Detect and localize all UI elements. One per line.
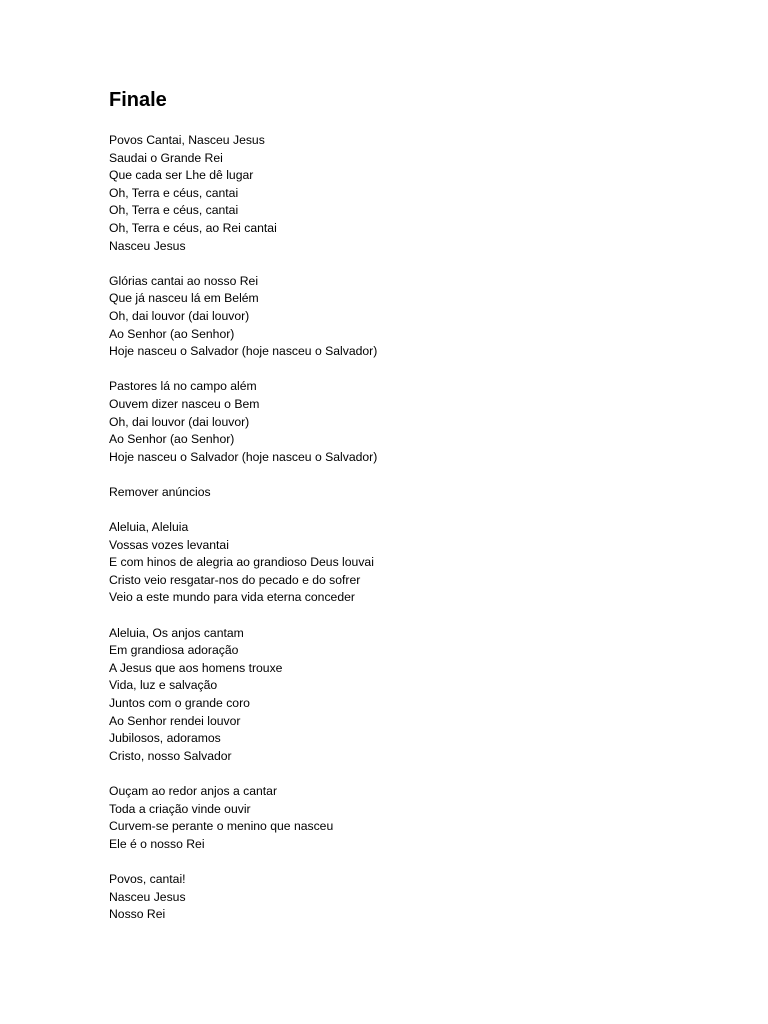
lyric-line: Em grandiosa adoração (109, 643, 239, 658)
lyric-line: Oh, Terra e céus, ao Rei cantai (109, 220, 277, 235)
stanza-7 (109, 871, 729, 924)
lyric-line: Veio a este mundo para vida eterna conceder (109, 590, 355, 605)
lyric-line: Nasceu Jesus (109, 238, 186, 253)
lyric-line: Oh, dai louvor (dai louvor) (109, 414, 250, 429)
lyric-line: E com hinos de alegria ao grandioso Deus louvai (109, 555, 374, 570)
lyric-line: Cristo veio resgatar-nos do pecado e do sofrer (109, 572, 361, 587)
lyric-line: Hoje nasceu o Salvador (hoje nasceu o Salvador) (109, 344, 378, 359)
stanza-remove-ads (109, 484, 729, 502)
lyric-line: Vossas vozes levantai (109, 537, 229, 552)
lyric-line: Ao Senhor rendei louvor (109, 713, 241, 728)
lyric-line: A Jesus que aos homens trouxe (109, 660, 283, 675)
stanza-2 (109, 273, 729, 361)
lyric-line: Juntos com o grande coro (109, 696, 250, 710)
remove-ads-text: Remover anúncios (109, 484, 211, 499)
lyric-line: Povos, cantai! (109, 871, 186, 886)
lyric-line: Saudai o Grande Rei (109, 150, 223, 165)
lyric-line: Cristo, nosso Salvador (109, 748, 232, 763)
stanza-3 (109, 378, 729, 466)
stanza-4 (109, 519, 729, 607)
lyric-line: Glórias cantai ao nosso Rei (109, 273, 259, 288)
lyric-line: Aleluia, Os anjos cantam (109, 625, 244, 640)
document-title: Finale (109, 89, 167, 111)
stanza-1 (109, 132, 729, 255)
lyric-line: Nosso Rei (109, 907, 166, 922)
lyric-line: Que já nasceu lá em Belém (109, 291, 259, 306)
lyric-line: Ao Senhor (ao Senhor) (109, 432, 235, 447)
lyric-line: Oh, dai louvor (dai louvor) (109, 308, 250, 323)
lyric-line: Pastores lá no campo além (109, 379, 257, 394)
lyric-line: Ouvem dizer nasceu o Bem (109, 396, 260, 411)
document-page (109, 86, 729, 941)
lyric-line: Ao Senhor (ao Senhor) (109, 326, 235, 341)
lyric-line: Jubilosos, adoramos (109, 731, 221, 746)
lyric-line: Curvem-se perante o menino que nasceu (109, 819, 334, 834)
lyric-line: Toda a criação vinde ouvir (109, 801, 251, 816)
lyric-line: Que cada ser Lhe dê lugar (109, 168, 254, 183)
stanza-5 (109, 625, 729, 766)
lyric-line: Ouçam ao redor anjos a cantar (109, 783, 278, 798)
lyric-line: Vida, luz e salvação (109, 678, 218, 693)
lyric-line: Oh, Terra e céus, cantai (109, 185, 239, 200)
lyric-line: Nasceu Jesus (109, 889, 186, 904)
lyric-line: Aleluia, Aleluia (109, 520, 189, 535)
lyric-line: Hoje nasceu o Salvador (hoje nasceu o Salvador) (109, 449, 378, 464)
stanza-6 (109, 783, 729, 853)
lyric-line: Povos Cantai, Nasceu Jesus (109, 133, 265, 147)
lyric-line: Oh, Terra e céus, cantai (109, 203, 239, 218)
lyric-line: Ele é o nosso Rei (109, 836, 205, 851)
